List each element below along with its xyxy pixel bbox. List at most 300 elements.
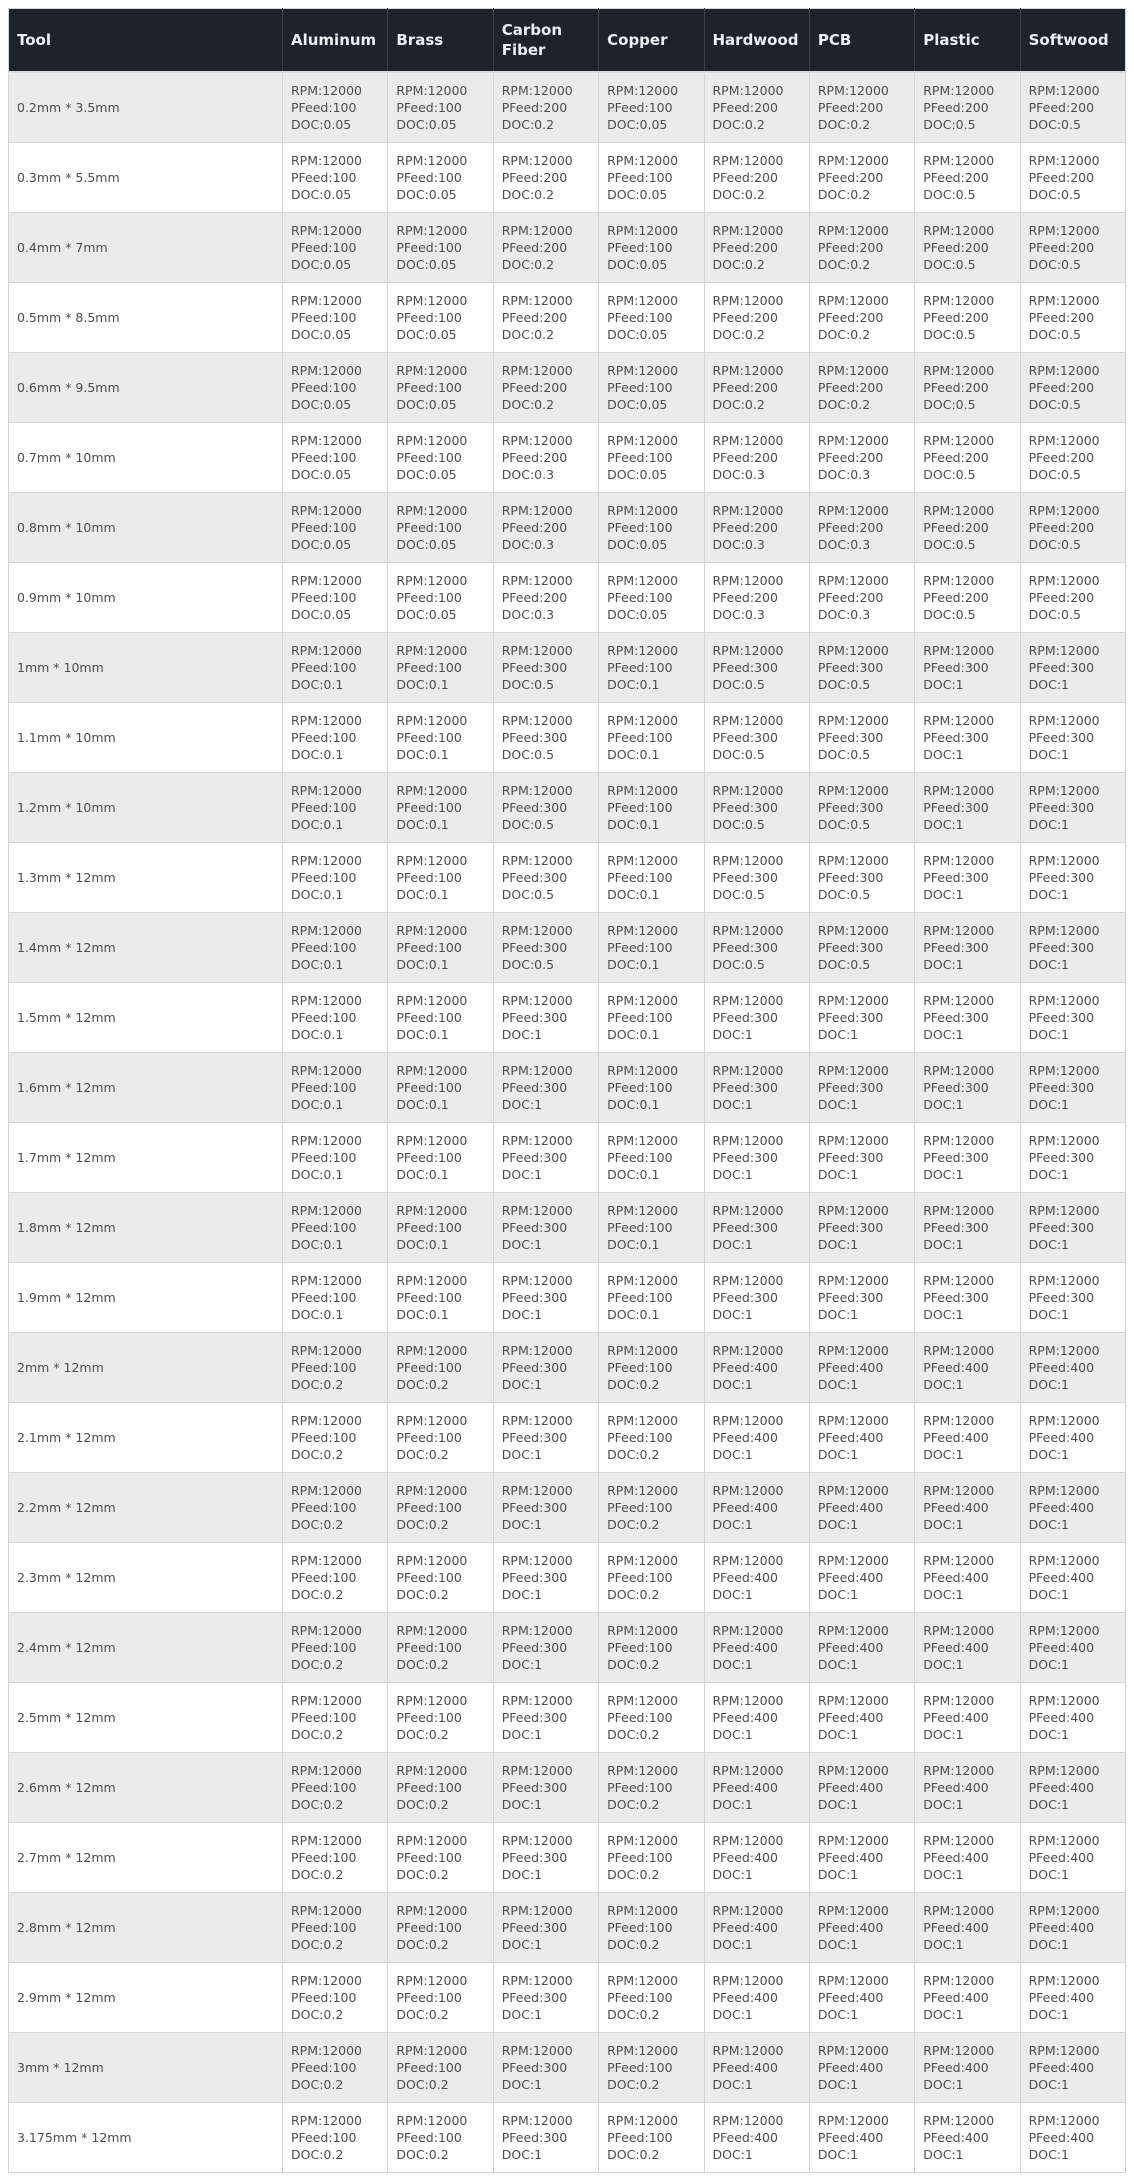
column-header-pcb: PCB (809, 9, 914, 73)
param-line: DOC:1 (817, 1097, 859, 1112)
param-line: DOC:0.2 (712, 257, 765, 272)
param-line: PFeed:100 (607, 800, 673, 815)
param-cell-carbon-fiber (493, 1963, 598, 2033)
param-cell-hardwood (704, 633, 809, 703)
tool-name: 1.5mm * 12mm (9, 983, 283, 1053)
param-line: DOC:0.2 (817, 117, 871, 132)
param-cell-hardwood (704, 1823, 809, 1893)
param-line: DOC:1 (1028, 2077, 1069, 2092)
param-line: PFeed:100 (291, 450, 357, 465)
param-line: PFeed:100 (607, 1850, 673, 1865)
param-line: PFeed:100 (291, 1010, 357, 1025)
param-line: DOC:0.2 (396, 2077, 449, 2092)
table-row (9, 843, 1126, 913)
param-line: DOC:1 (501, 2147, 543, 2162)
param-line: DOC:0.2 (501, 257, 555, 272)
param-line: DOC:0.5 (712, 817, 765, 832)
table-row (9, 633, 1126, 703)
param-line: RPM:12000 (923, 1343, 995, 1358)
param-line: DOC:0.2 (291, 1797, 344, 1812)
param-cell-softwood (1020, 213, 1125, 283)
param-cell-copper (599, 1473, 704, 1543)
param-line: DOC:0.2 (291, 1657, 344, 1672)
param-line: PFeed:100 (396, 730, 462, 745)
param-line: DOC:0.5 (923, 327, 976, 342)
param-line: RPM:12000 (396, 573, 468, 588)
param-line: RPM:12000 (396, 713, 468, 728)
param-line: RPM:12000 (1028, 1693, 1100, 1708)
param-line: PFeed:100 (291, 1150, 357, 1165)
tool-name: 2.8mm * 12mm (9, 1893, 283, 1963)
param-line: PFeed:200 (1028, 100, 1095, 115)
param-line: PFeed:200 (712, 240, 778, 255)
param-line: PFeed:300 (1028, 870, 1095, 885)
param-cell-carbon-fiber (493, 72, 598, 143)
param-line: DOC:1 (712, 1657, 753, 1672)
param-line: DOC:0.2 (607, 2147, 660, 2162)
param-line: DOC:0.1 (396, 677, 449, 692)
param-cell-plastic (915, 1053, 1020, 1123)
param-cell-carbon-fiber (493, 1333, 598, 1403)
param-line: PFeed:200 (1028, 520, 1095, 535)
param-line: DOC:0.5 (817, 817, 871, 832)
param-line: DOC:0.5 (501, 957, 555, 972)
param-line: DOC:1 (817, 1447, 859, 1462)
param-cell-aluminum (283, 493, 388, 563)
param-cell-pcb (809, 2033, 914, 2103)
param-line: RPM:12000 (923, 1693, 995, 1708)
param-cell-pcb (809, 1403, 914, 1473)
param-cell-plastic (915, 773, 1020, 843)
param-cell-copper (599, 493, 704, 563)
param-line: PFeed:400 (712, 1850, 778, 1865)
param-line: RPM:12000 (1028, 83, 1100, 98)
param-line: PFeed:300 (501, 1080, 568, 1095)
param-line: RPM:12000 (1028, 713, 1100, 728)
param-line: DOC:0.3 (501, 467, 555, 482)
param-line: RPM:12000 (817, 433, 889, 448)
param-line: PFeed:300 (923, 1290, 989, 1305)
param-line: RPM:12000 (396, 1973, 468, 1988)
param-line: PFeed:100 (291, 380, 357, 395)
param-line: PFeed:200 (923, 520, 989, 535)
param-line: DOC:0.5 (923, 467, 976, 482)
param-line: RPM:12000 (291, 2113, 362, 2128)
param-line: RPM:12000 (923, 643, 995, 658)
tool-parameters-table (8, 8, 1126, 2173)
param-line: DOC:1 (712, 1937, 753, 1952)
param-line: RPM:12000 (923, 1063, 995, 1078)
param-line: DOC:0.3 (712, 467, 765, 482)
param-cell-softwood (1020, 1193, 1125, 1263)
param-line: PFeed:100 (396, 1780, 462, 1795)
param-line: RPM:12000 (923, 1273, 995, 1288)
param-cell-plastic (915, 1403, 1020, 1473)
param-line: RPM:12000 (712, 293, 784, 308)
param-cell-carbon-fiber (493, 1543, 598, 1613)
param-line: PFeed:400 (923, 1920, 989, 1935)
column-header-softwood: Softwood (1020, 9, 1125, 73)
param-line: RPM:12000 (923, 153, 995, 168)
param-line: RPM:12000 (1028, 1623, 1100, 1638)
tool-name: 2.4mm * 12mm (9, 1613, 283, 1683)
param-line: PFeed:300 (501, 1640, 568, 1655)
param-line: PFeed:300 (1028, 1290, 1095, 1305)
param-line: DOC:0.5 (923, 117, 976, 132)
param-line: PFeed:400 (1028, 2060, 1095, 2075)
param-line: DOC:0.5 (712, 887, 765, 902)
param-cell-pcb (809, 1053, 914, 1123)
param-line: PFeed:300 (501, 1010, 568, 1025)
param-line: DOC:1 (712, 1307, 753, 1322)
param-line: RPM:12000 (923, 1903, 995, 1918)
param-line: RPM:12000 (712, 1343, 784, 1358)
param-line: RPM:12000 (817, 573, 889, 588)
param-line: PFeed:300 (501, 2130, 568, 2145)
param-line: RPM:12000 (923, 1973, 995, 1988)
param-line: RPM:12000 (291, 153, 362, 168)
param-line: DOC:1 (1028, 1237, 1069, 1252)
param-line: RPM:12000 (1028, 1903, 1100, 1918)
param-line: PFeed:200 (1028, 380, 1095, 395)
param-cell-carbon-fiber (493, 2033, 598, 2103)
param-cell-copper (599, 1753, 704, 1823)
param-line: PFeed:200 (1028, 450, 1095, 465)
param-cell-hardwood (704, 1333, 809, 1403)
param-line: RPM:12000 (712, 1763, 784, 1778)
param-line: PFeed:100 (607, 730, 673, 745)
param-line: DOC:0.2 (607, 1727, 660, 1742)
param-line: PFeed:300 (501, 1430, 568, 1445)
table-row (9, 2033, 1126, 2103)
param-line: RPM:12000 (923, 363, 995, 378)
table-row (9, 703, 1126, 773)
tool-name: 0.4mm * 7mm (9, 213, 283, 283)
param-line: DOC:0.2 (712, 187, 765, 202)
param-line: DOC:0.2 (291, 1867, 344, 1882)
param-cell-brass (388, 2103, 493, 2173)
param-line: DOC:0.5 (1028, 607, 1081, 622)
param-line: PFeed:100 (607, 1500, 673, 1515)
param-line: DOC:1 (712, 1797, 753, 1812)
param-line: RPM:12000 (501, 1903, 573, 1918)
param-line: RPM:12000 (712, 1273, 784, 1288)
param-line: RPM:12000 (712, 1063, 784, 1078)
param-cell-hardwood (704, 1403, 809, 1473)
param-line: RPM:12000 (501, 1623, 573, 1638)
param-line: RPM:12000 (712, 1483, 784, 1498)
param-line: RPM:12000 (291, 503, 362, 518)
param-line: RPM:12000 (396, 853, 468, 868)
param-line: PFeed:300 (501, 1920, 568, 1935)
table-row (9, 353, 1126, 423)
param-line: DOC:0.2 (817, 257, 871, 272)
param-line: PFeed:100 (396, 1080, 462, 1095)
param-cell-plastic (915, 843, 1020, 913)
param-line: DOC:1 (712, 1097, 753, 1112)
param-cell-carbon-fiber (493, 1473, 598, 1543)
param-cell-brass (388, 773, 493, 843)
param-line: RPM:12000 (817, 83, 889, 98)
param-cell-plastic (915, 423, 1020, 493)
param-line: DOC:1 (1028, 1517, 1069, 1532)
param-line: RPM:12000 (712, 1133, 784, 1148)
param-cell-hardwood (704, 493, 809, 563)
param-line: RPM:12000 (396, 1693, 468, 1708)
param-cell-hardwood (704, 283, 809, 353)
param-line: PFeed:200 (817, 240, 884, 255)
param-line: DOC:1 (712, 1587, 753, 1602)
param-line: DOC:0.2 (396, 1797, 449, 1812)
param-cell-carbon-fiber (493, 493, 598, 563)
param-line: DOC:1 (1028, 1657, 1069, 1672)
param-line: RPM:12000 (923, 1553, 995, 1568)
param-line: PFeed:100 (607, 940, 673, 955)
param-line: DOC:1 (923, 887, 964, 902)
param-line: RPM:12000 (817, 2113, 889, 2128)
param-line: RPM:12000 (607, 1763, 679, 1778)
param-line: DOC:0.2 (607, 2007, 660, 2022)
param-line: RPM:12000 (501, 1553, 573, 1568)
table-row (9, 1193, 1126, 1263)
param-line: DOC:0.05 (291, 257, 352, 272)
tool-name: 1.1mm * 10mm (9, 703, 283, 773)
param-cell-softwood (1020, 1683, 1125, 1753)
param-cell-copper (599, 1963, 704, 2033)
param-line: RPM:12000 (817, 1203, 889, 1218)
param-line: RPM:12000 (291, 1413, 362, 1428)
param-line: RPM:12000 (923, 293, 995, 308)
param-line: DOC:0.5 (923, 187, 976, 202)
param-line: PFeed:300 (923, 1150, 989, 1165)
param-line: DOC:1 (923, 1447, 964, 1462)
param-line: DOC:1 (712, 2007, 753, 2022)
param-line: PFeed:300 (712, 1010, 778, 1025)
param-line: RPM:12000 (607, 503, 679, 518)
tool-name: 2.3mm * 12mm (9, 1543, 283, 1613)
param-line: PFeed:100 (607, 1570, 673, 1585)
param-line: RPM:12000 (817, 1763, 889, 1778)
param-cell-carbon-fiber (493, 1403, 598, 1473)
param-line: PFeed:400 (817, 1850, 884, 1865)
param-cell-pcb (809, 773, 914, 843)
param-line: DOC:0.2 (501, 187, 555, 202)
param-line: PFeed:300 (501, 940, 568, 955)
param-line: PFeed:400 (712, 2130, 778, 2145)
param-line: DOC:0.1 (607, 1237, 660, 1252)
param-line: DOC:1 (501, 1657, 543, 1672)
param-cell-pcb (809, 1263, 914, 1333)
param-cell-brass (388, 703, 493, 773)
tool-name: 2.1mm * 12mm (9, 1403, 283, 1473)
param-line: RPM:12000 (607, 1833, 679, 1848)
param-line: DOC:0.3 (501, 607, 555, 622)
param-line: RPM:12000 (501, 783, 573, 798)
param-line: RPM:12000 (501, 503, 573, 518)
param-line: PFeed:100 (607, 1080, 673, 1095)
param-line: PFeed:200 (817, 310, 884, 325)
param-line: PFeed:300 (1028, 660, 1095, 675)
param-line: RPM:12000 (1028, 783, 1100, 798)
param-line: DOC:1 (923, 2147, 964, 2162)
param-cell-pcb (809, 283, 914, 353)
param-cell-pcb (809, 2103, 914, 2173)
param-line: DOC:1 (712, 1727, 753, 1742)
param-line: PFeed:300 (501, 800, 568, 815)
param-cell-hardwood (704, 843, 809, 913)
param-line: PFeed:300 (501, 1990, 568, 2005)
tool-name: 2.6mm * 12mm (9, 1753, 283, 1823)
param-line: PFeed:100 (396, 1990, 462, 2005)
param-line: RPM:12000 (501, 1343, 573, 1358)
param-cell-softwood (1020, 1963, 1125, 2033)
param-line: PFeed:100 (607, 1780, 673, 1795)
param-line: DOC:1 (501, 1377, 543, 1392)
param-line: RPM:12000 (291, 2043, 362, 2058)
param-line: RPM:12000 (712, 2043, 784, 2058)
param-cell-pcb (809, 1893, 914, 1963)
param-cell-hardwood (704, 1963, 809, 2033)
param-line: RPM:12000 (1028, 223, 1100, 238)
param-cell-carbon-fiber (493, 1683, 598, 1753)
param-cell-pcb (809, 633, 914, 703)
param-line: RPM:12000 (712, 713, 784, 728)
param-line: RPM:12000 (607, 1483, 679, 1498)
param-line: DOC:0.2 (396, 1517, 449, 1532)
param-line: DOC:0.1 (291, 887, 344, 902)
param-line: DOC:0.1 (396, 747, 449, 762)
param-line: PFeed:200 (1028, 240, 1095, 255)
param-line: RPM:12000 (396, 83, 468, 98)
param-line: PFeed:200 (923, 310, 989, 325)
param-line: DOC:1 (712, 2077, 753, 2092)
param-line: DOC:1 (817, 2077, 859, 2092)
column-header-copper: Copper (599, 9, 704, 73)
param-line: PFeed:200 (501, 100, 568, 115)
param-cell-softwood (1020, 493, 1125, 563)
param-line: PFeed:300 (817, 730, 884, 745)
param-line: PFeed:100 (396, 520, 462, 535)
param-line: RPM:12000 (291, 83, 362, 98)
param-line: PFeed:400 (817, 1990, 884, 2005)
param-line: PFeed:100 (396, 1500, 462, 1515)
param-line: PFeed:300 (712, 1220, 778, 1235)
param-cell-hardwood (704, 1123, 809, 1193)
param-line: PFeed:100 (607, 1710, 673, 1725)
param-cell-aluminum (283, 1403, 388, 1473)
param-cell-plastic (915, 1613, 1020, 1683)
tool-name: 1.8mm * 12mm (9, 1193, 283, 1263)
param-line: RPM:12000 (291, 223, 362, 238)
param-line: RPM:12000 (817, 293, 889, 308)
tool-name: 3.175mm * 12mm (9, 2103, 283, 2173)
param-line: RPM:12000 (923, 1833, 995, 1848)
param-cell-pcb (809, 843, 914, 913)
param-line: RPM:12000 (923, 1413, 995, 1428)
param-line: PFeed:400 (923, 2130, 989, 2145)
param-cell-brass (388, 913, 493, 983)
param-cell-aluminum (283, 703, 388, 773)
param-line: PFeed:100 (291, 2060, 357, 2075)
column-header-hardwood: Hardwood (704, 9, 809, 73)
param-line: RPM:12000 (817, 783, 889, 798)
param-line: RPM:12000 (817, 1483, 889, 1498)
param-line: DOC:1 (923, 1797, 964, 1812)
param-line: RPM:12000 (501, 83, 573, 98)
param-cell-plastic (915, 913, 1020, 983)
param-line: RPM:12000 (1028, 293, 1100, 308)
param-line: RPM:12000 (712, 1413, 784, 1428)
param-cell-softwood (1020, 983, 1125, 1053)
param-line: RPM:12000 (923, 853, 995, 868)
param-line: RPM:12000 (1028, 1343, 1100, 1358)
param-line: DOC:0.1 (607, 887, 660, 902)
param-line: RPM:12000 (607, 153, 679, 168)
param-line: RPM:12000 (712, 1553, 784, 1568)
param-cell-pcb (809, 213, 914, 283)
param-line: RPM:12000 (923, 1203, 995, 1218)
table-row (9, 1753, 1126, 1823)
param-cell-softwood (1020, 1473, 1125, 1543)
param-line: DOC:1 (712, 1377, 753, 1392)
param-cell-softwood (1020, 1543, 1125, 1613)
param-cell-pcb (809, 1683, 914, 1753)
param-cell-aluminum (283, 2103, 388, 2173)
param-cell-hardwood (704, 1053, 809, 1123)
param-line: PFeed:400 (817, 2130, 884, 2145)
param-line: RPM:12000 (396, 2043, 468, 2058)
param-cell-carbon-fiber (493, 563, 598, 633)
param-line: DOC:0.2 (607, 1657, 660, 1672)
param-cell-carbon-fiber (493, 1053, 598, 1123)
param-line: PFeed:100 (396, 1570, 462, 1585)
param-cell-pcb (809, 1963, 914, 2033)
param-line: PFeed:200 (501, 380, 568, 395)
param-cell-pcb (809, 493, 914, 563)
param-line: RPM:12000 (923, 1483, 995, 1498)
param-line: RPM:12000 (396, 1413, 468, 1428)
param-line: DOC:0.3 (501, 537, 555, 552)
param-line: RPM:12000 (291, 643, 362, 658)
param-line: RPM:12000 (396, 1133, 468, 1148)
param-cell-carbon-fiber (493, 1263, 598, 1333)
param-line: PFeed:300 (817, 1220, 884, 1235)
param-line: DOC:1 (923, 1867, 964, 1882)
param-line: RPM:12000 (817, 1623, 889, 1638)
param-line: DOC:0.5 (1028, 467, 1081, 482)
param-line: DOC:1 (817, 1587, 859, 1602)
param-line: PFeed:200 (817, 170, 884, 185)
param-line: PFeed:100 (291, 1780, 357, 1795)
param-line: DOC:1 (923, 677, 964, 692)
param-line: RPM:12000 (1028, 1413, 1100, 1428)
param-cell-copper (599, 213, 704, 283)
param-line: DOC:1 (712, 1867, 753, 1882)
param-cell-softwood (1020, 2033, 1125, 2103)
param-line: PFeed:300 (712, 870, 778, 885)
param-line: PFeed:400 (817, 2060, 884, 2075)
param-line: DOC:0.2 (607, 1587, 660, 1602)
param-cell-copper (599, 283, 704, 353)
param-cell-softwood (1020, 1753, 1125, 1823)
param-line: DOC:1 (1028, 1587, 1069, 1602)
param-cell-pcb (809, 913, 914, 983)
param-line: DOC:0.1 (607, 957, 660, 972)
param-line: RPM:12000 (396, 1483, 468, 1498)
param-line: DOC:0.2 (817, 327, 871, 342)
param-line: PFeed:200 (501, 450, 568, 465)
param-cell-carbon-fiber (493, 143, 598, 213)
